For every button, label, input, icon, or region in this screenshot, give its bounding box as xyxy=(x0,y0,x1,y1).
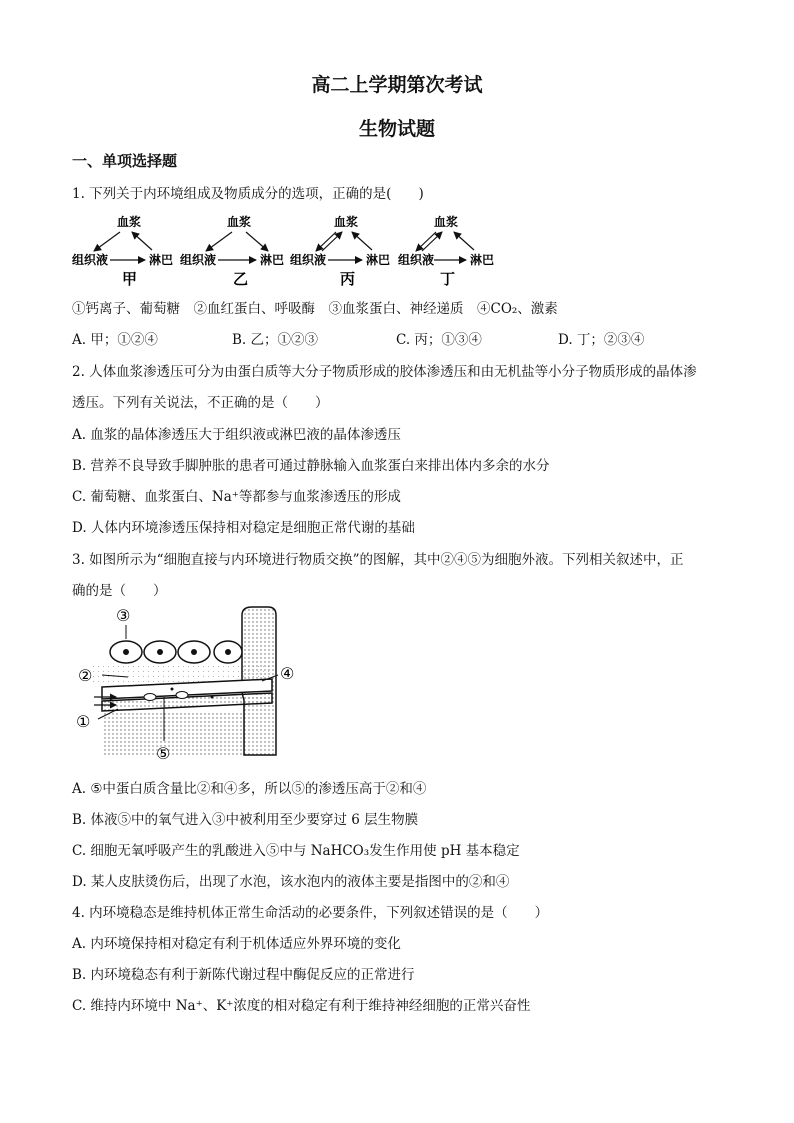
q1-diagram-ding xyxy=(398,214,494,288)
figure-label-1: ① xyxy=(76,712,91,731)
tissue-fluid-label: 组织液 xyxy=(72,253,109,267)
q2-option-a[interactable]: A. 血浆的晶体渗透压大于组织液或淋巴液的晶体渗透压 xyxy=(72,427,401,443)
lymph-label: 淋巴 xyxy=(260,253,285,267)
q1-diagram xyxy=(72,208,512,288)
tissue-fluid-label: 组织液 xyxy=(398,253,435,267)
q3-stem-line2: 确的是（ ） xyxy=(72,583,167,599)
q1-diagram-yi xyxy=(180,214,284,288)
q3-option-d[interactable]: D. 某人皮肤烫伤后，出现了水泡，该水泡内的液体主要是指图中的②和④ xyxy=(72,874,510,890)
exam-title: 高二上学期第次考试 xyxy=(311,74,483,96)
q2-stem-line2: 透压。下列有关说法，不正确的是（ ） xyxy=(72,395,329,411)
tissue-fluid-label: 组织液 xyxy=(290,253,327,267)
q4-option-c[interactable]: C. 维持内环境中 Na⁺、K⁺浓度的相对稳定有利于维持神经细胞的正常兴奋性 xyxy=(72,998,531,1014)
q4-stem: 4. 内环境稳态是维持机体正常生命活动的必要条件，下列叙述错误的是（ ） xyxy=(72,905,549,921)
q2-option-c[interactable]: C. 葡萄糖、血浆蛋白、Na⁺等都参与血浆渗透压的形成 xyxy=(72,489,401,505)
lymph-label: 淋巴 xyxy=(149,253,174,267)
q1-option-b[interactable]: B. 乙；①②③ xyxy=(232,332,319,348)
q1-items: ①钙离子、葡萄糖 ②血红蛋白、呼吸酶 ③血浆蛋白、神经递质 ④CO₂、激素 xyxy=(72,301,558,317)
diagram-name-bing: 丙 xyxy=(340,270,356,288)
lymph-label: 淋巴 xyxy=(366,253,391,267)
q3-option-b[interactable]: B. 体液⑤中的氧气进入③中被利用至少要穿过 6 层生物膜 xyxy=(72,812,419,828)
q4-option-b[interactable]: B. 内环境稳态有利于新陈代谢过程中酶促反应的正常进行 xyxy=(72,967,415,983)
diagram-name-ding: 丁 xyxy=(440,270,456,288)
q1-stem: 1. 下列关于内环境组成及物质成分的选项，正确的是( ) xyxy=(72,186,424,202)
tissue-fluid-label: 组织液 xyxy=(180,253,217,267)
q1-diagram-jia xyxy=(72,214,173,288)
plasma-label: 血浆 xyxy=(117,215,142,229)
q3-figure xyxy=(72,605,312,765)
lymph-label: 淋巴 xyxy=(470,253,495,267)
diagram-name-jia: 甲 xyxy=(122,270,138,288)
plasma-label: 血浆 xyxy=(434,215,459,229)
diagram-name-yi: 乙 xyxy=(233,270,249,288)
q3-stem-line1: 3. 如图所示为“细胞直接与内环境进行物质交换”的图解，其中②④⑤为细胞外液。下列相关叙述中，正 xyxy=(72,552,684,568)
exam-subtitle: 生物试题 xyxy=(358,118,435,140)
q4-option-a[interactable]: A. 内环境保持相对稳定有利于机体适应外界环境的变化 xyxy=(72,936,401,952)
figure-label-2: ② xyxy=(78,666,93,685)
figure-label-3: ③ xyxy=(116,606,131,625)
q2-option-b[interactable]: B. 营养不良导致手脚肿胀的患者可通过静脉输入血浆蛋白来排出体内多余的水分 xyxy=(72,458,550,474)
plasma-label: 血浆 xyxy=(227,215,252,229)
q2-option-d[interactable]: D. 人体内环境渗透压保持相对稳定是细胞正常代谢的基础 xyxy=(72,520,415,536)
q1-option-a[interactable]: A. 甲；①②④ xyxy=(72,332,158,348)
plasma-label: 血浆 xyxy=(334,215,359,229)
q3-option-c[interactable]: C. 细胞无氧呼吸产生的乳酸进入⑤中与 NaHCO₃发生作用使 pH 基本稳定 xyxy=(72,843,520,859)
q2-stem-line1: 2. 人体血浆渗透压可分为由蛋白质等大分子物质形成的胶体渗透压和由无机盐等小分子物质形成的晶体渗 xyxy=(72,364,697,380)
q1-option-d[interactable]: D. 丁；②③④ xyxy=(558,332,645,348)
q1-option-c[interactable]: C. 丙；①③④ xyxy=(396,332,482,348)
tissue-cells xyxy=(110,641,242,663)
section-heading: 一、单项选择题 xyxy=(72,152,178,170)
q3-option-a[interactable]: A. ⑤中蛋白质含量比②和④多，所以⑤的渗透压高于②和④ xyxy=(72,781,427,797)
q1-diagram-bing xyxy=(290,214,390,288)
figure-label-5: ⑤ xyxy=(156,744,171,763)
figure-label-4: ④ xyxy=(280,664,295,683)
